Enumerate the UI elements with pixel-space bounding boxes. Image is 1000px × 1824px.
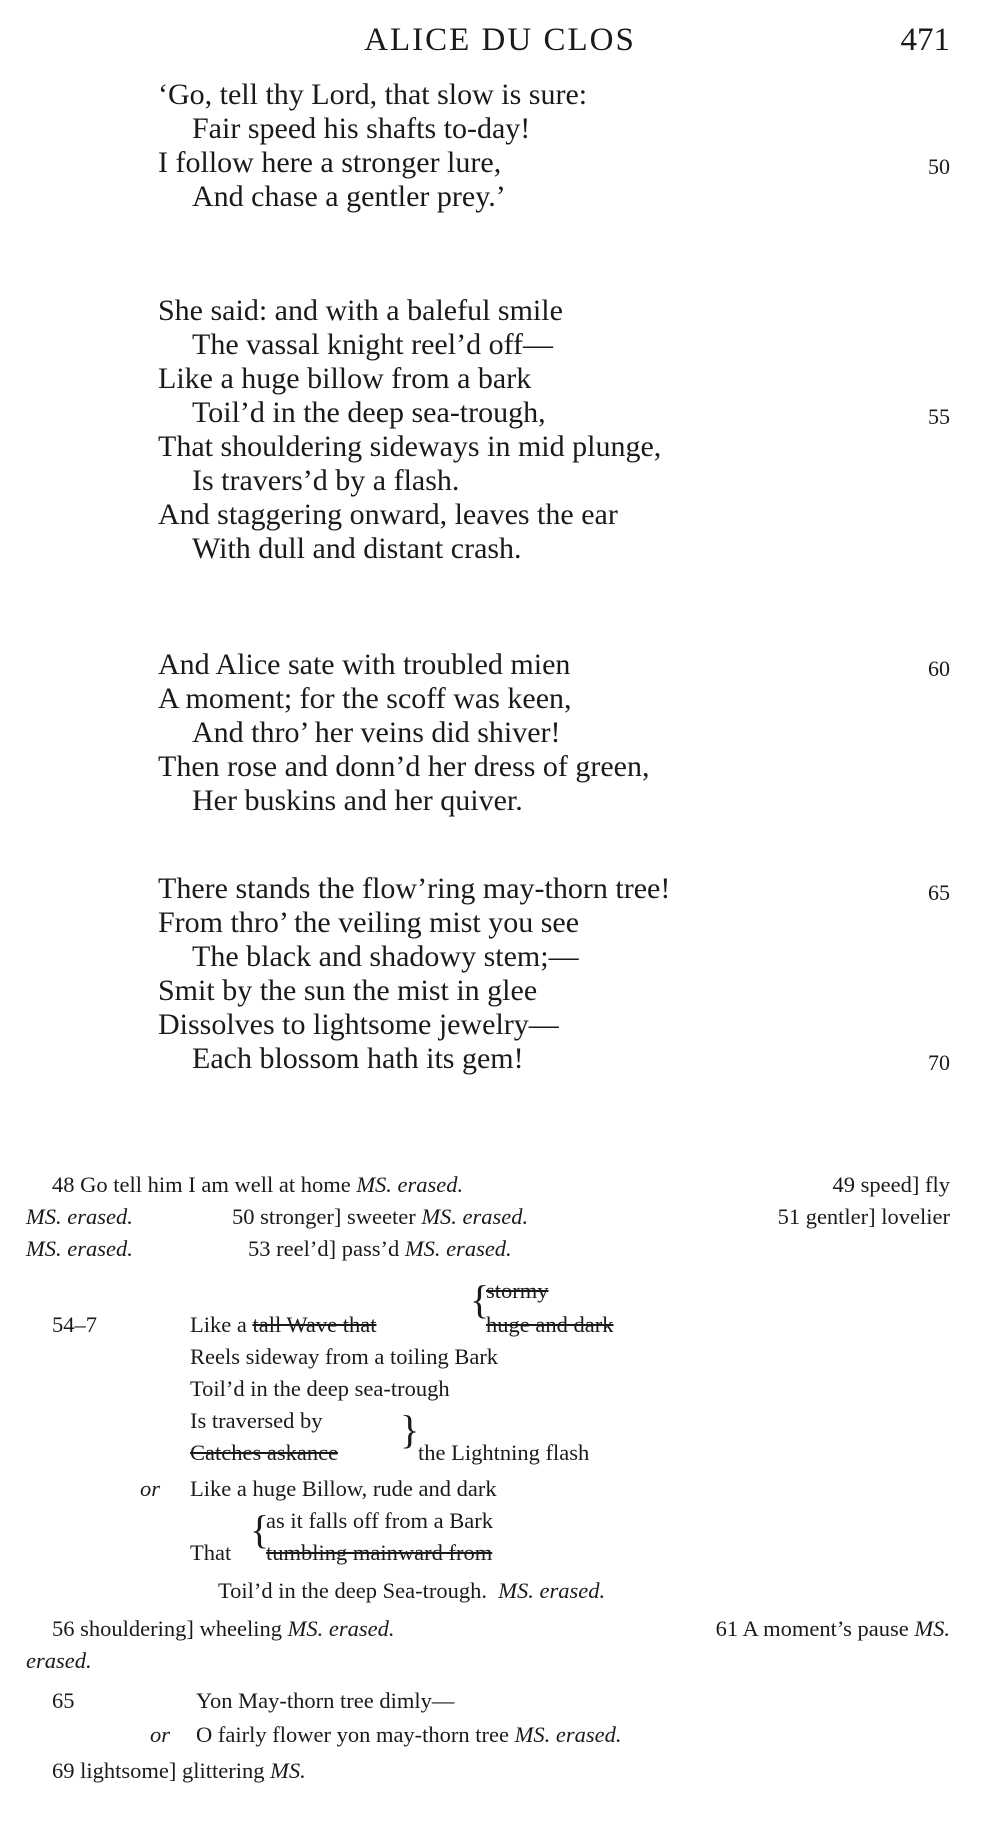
verse-line: The black and shadowy stem;— [192, 940, 579, 973]
verse-line: Fair speed his shafts to-day! [192, 112, 531, 145]
note-49: 49 speed] fly [832, 1172, 950, 1197]
verse-line: Like a huge billow from a bark [158, 362, 532, 395]
note-61-cont: erased. [26, 1648, 92, 1673]
note-49-cont: MS. erased. [26, 1204, 133, 1229]
note-61: 61 A moment’s pause MS. [715, 1616, 950, 1641]
note-54-line-f-that: That [190, 1540, 232, 1565]
note-65-line-b: O fairly flower yon may-thorn tree MS. erased. [196, 1722, 622, 1747]
note-or-1: or [140, 1476, 161, 1501]
verse-line: A moment; for the scoff was keen, [158, 682, 572, 715]
verse-line: Dissolves to lightsome jewelry— [158, 1008, 559, 1041]
note-54-option-stormy: stormy [486, 1278, 549, 1303]
verse-line: Smit by the sun the mist in glee [158, 974, 538, 1007]
note-54-line-f1: as it falls off from a Bark [266, 1508, 494, 1533]
verse-line: She said: and with a baleful smile [158, 294, 563, 327]
verse-line: And Alice sate with troubled mien [158, 648, 571, 681]
note-54-line-d1: Is traversed by [190, 1408, 323, 1433]
note-53: 53 reel’d] pass’d MS. erased. [248, 1236, 512, 1261]
verse-line: From thro’ the veiling mist you see [158, 906, 580, 939]
note-69: 69 lightsome] glittering MS. [52, 1758, 306, 1783]
running-head: ALICE DU CLOS [364, 22, 636, 58]
verse-line: And staggering onward, leaves the ear [158, 498, 618, 531]
note-or-2: or [150, 1722, 171, 1747]
note-54-line-d-tail: the Lightning flash [418, 1440, 590, 1465]
page-number: 471 [900, 22, 950, 58]
verse-line: Toil’d in the deep sea-trough, [192, 396, 546, 429]
verse-line: Each blossom hath its gem! [192, 1042, 524, 1075]
note-54-line-b: Reels sideway from a toiling Bark [190, 1344, 499, 1369]
brace-icon: { [470, 1277, 490, 1322]
verse-line: Her buskins and her quiver. [192, 784, 523, 817]
verse-line: And thro’ her veins did shiver! [192, 716, 561, 749]
note-54-number: 54–7 [52, 1312, 97, 1337]
line-number: 50 [928, 154, 950, 179]
note-54-line-f2: tumbling mainward from [266, 1540, 493, 1565]
verse-line: I follow here a stronger lure, [158, 146, 502, 179]
verse-line: Is travers’d by a flash. [192, 464, 460, 497]
line-number: 60 [928, 656, 950, 681]
verse-line: ‘Go, tell thy Lord, that slow is sure: [158, 78, 588, 111]
brace-icon: } [400, 1407, 420, 1452]
note-54-line-d2: Catches askance [190, 1440, 339, 1465]
verse-line: Then rose and donn’d her dress of green, [158, 750, 650, 783]
note-56: 56 shouldering] wheeling MS. erased. [52, 1616, 395, 1641]
brace-icon: { [250, 1507, 270, 1552]
note-65-line-a: Yon May-thorn tree dimly— [196, 1688, 455, 1713]
note-51: 51 gentler] lovelier [777, 1204, 950, 1229]
note-54-option-huge: huge and dark [486, 1312, 614, 1337]
verse-line: The vassal knight reel’d off— [192, 328, 554, 361]
note-54-line-c: Toil’d in the deep sea-trough [190, 1376, 450, 1401]
note-51-cont: MS. erased. [26, 1236, 133, 1261]
verse-line: That shouldering sideways in mid plunge, [158, 430, 662, 463]
note-50: 50 stronger] sweeter MS. erased. [232, 1204, 529, 1229]
verse-line: And chase a gentler prey.’ [192, 180, 506, 213]
note-65-number: 65 [52, 1688, 75, 1713]
note-54-line-e: Like a huge Billow, rude and dark [190, 1476, 497, 1501]
note-54-line-a: Like a tall Wave that [190, 1312, 377, 1337]
line-number: 55 [928, 404, 950, 429]
line-number: 65 [928, 880, 950, 905]
line-number: 70 [928, 1050, 950, 1075]
verse-line: There stands the flow’ring may-thorn tree! [158, 872, 671, 905]
verse-line: With dull and distant crash. [192, 532, 522, 565]
note-54-line-g: Toil’d in the deep Sea-trough. MS. erased. [218, 1578, 606, 1603]
note-48: 48 Go tell him I am well at home MS. erased. [52, 1172, 464, 1197]
